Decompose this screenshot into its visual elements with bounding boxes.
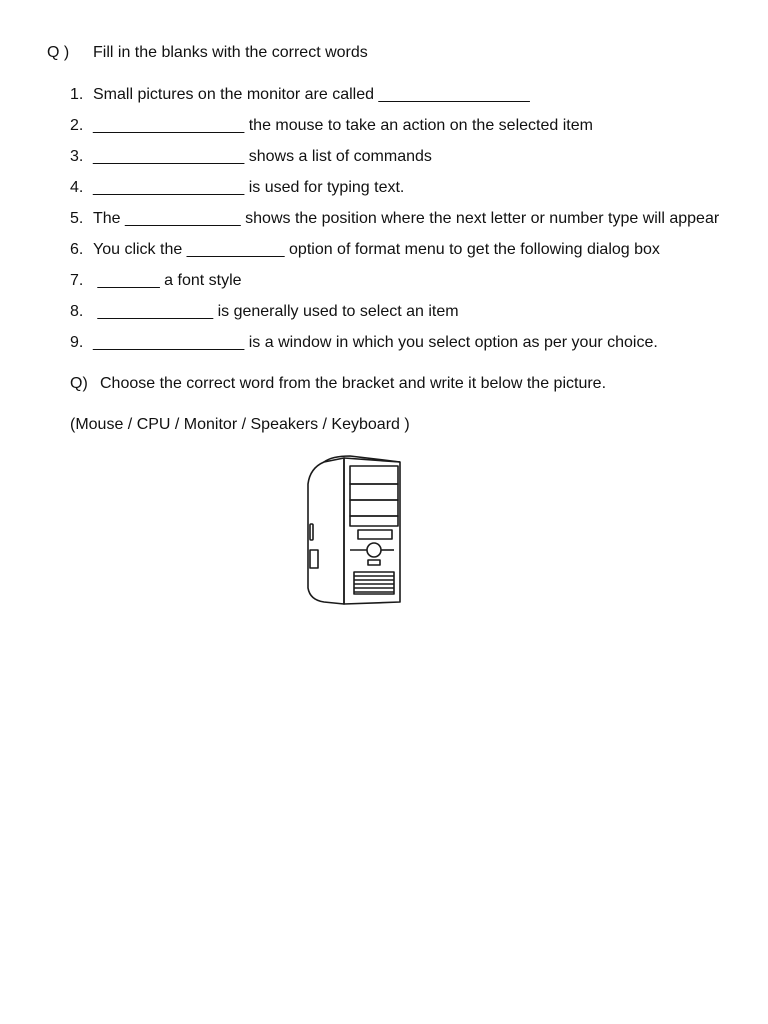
word-options: (Mouse / CPU / Monitor / Speakers / Keyboard ) — [70, 416, 410, 433]
fill-in-blanks-list — [70, 85, 719, 364]
item-number: 7. — [70, 272, 84, 289]
cpu-tower-icon — [302, 454, 406, 606]
item-number: 4. — [70, 179, 84, 196]
list-item — [70, 302, 719, 333]
item-number: 2. — [70, 117, 84, 134]
question-2-title: Choose the correct word from the bracket and write it below the picture. — [100, 375, 607, 392]
list-item — [70, 116, 719, 147]
item-number: 1. — [70, 86, 84, 103]
item-text: _________________ is used for typing text. — [93, 179, 405, 196]
list-item — [70, 178, 719, 209]
question-1-title: Fill in the blanks with the correct words — [93, 44, 368, 61]
item-text: The _____________ shows the position where the next letter or number type will appear — [93, 210, 720, 227]
question-1-marker: Q ) — [47, 44, 70, 61]
question-1-heading — [47, 44, 368, 62]
item-number: 5. — [70, 210, 84, 227]
item-text: You click the ___________ option of format menu to get the following dialog box — [93, 241, 660, 258]
item-text: Small pictures on the monitor are called _________________ — [93, 86, 530, 103]
list-item — [70, 209, 719, 240]
list-item — [70, 240, 719, 271]
item-number: 8. — [70, 303, 84, 320]
list-item — [70, 271, 719, 302]
item-text: _________________ shows a list of commands — [93, 148, 432, 165]
item-text: _________________ the mouse to take an action on the selected item — [93, 117, 593, 134]
item-text: _____________ is generally used to select an item — [93, 303, 459, 320]
item-number: 9. — [70, 334, 84, 351]
question-2-marker: Q) — [70, 375, 88, 392]
item-number: 3. — [70, 148, 84, 165]
item-text: _________________ is a window in which you select option as per your choice. — [93, 334, 658, 351]
item-number: 6. — [70, 241, 84, 258]
item-text: _______ a font style — [93, 272, 242, 289]
list-item — [70, 333, 719, 364]
list-item — [70, 147, 719, 178]
list-item — [70, 85, 719, 116]
question-2-heading — [70, 375, 606, 393]
